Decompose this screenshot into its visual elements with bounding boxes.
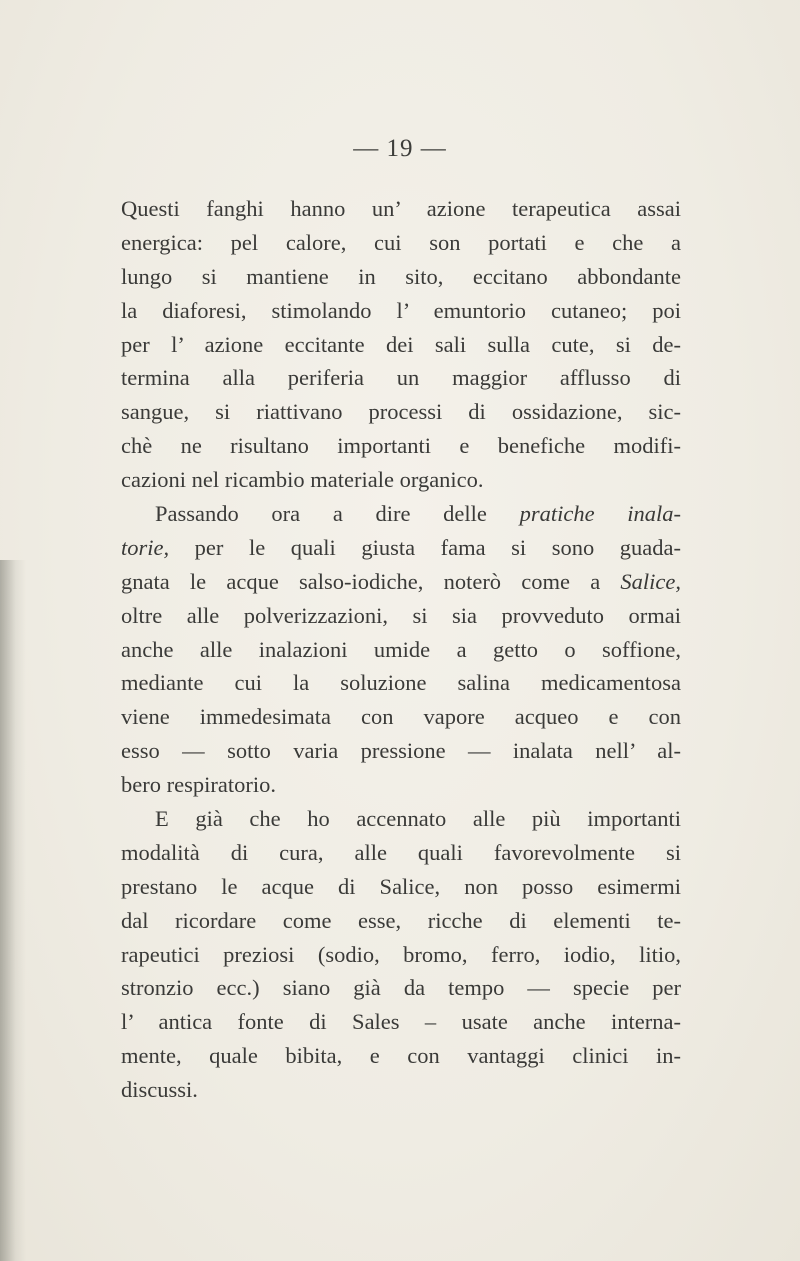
- text-line: stronzio ecc.) siano già da tempo — specie per: [121, 975, 681, 1001]
- italic-term: torie,: [121, 534, 170, 560]
- page-number: — 19 —: [353, 135, 447, 162]
- paragraph-end-line: bero respiratorio.: [121, 772, 276, 798]
- text-line: mente, quale bibita, e con vantaggi clinici in-: [121, 1043, 681, 1069]
- text-line: [121, 531, 681, 565]
- text-line: mediante cui la soluzione salina medicamentosa: [121, 670, 681, 696]
- text-line: energica: pel calore, cui son portati e che a: [121, 229, 681, 255]
- text-line: per l’ azione eccitante dei sali sulla cute, si de-: [121, 331, 681, 357]
- text-line: oltre alle polverizzazioni, si sia provveduto ormai: [121, 602, 681, 628]
- text-line: lungo si mantiene in sito, eccitano abbondante: [121, 263, 681, 289]
- text-line: [121, 497, 681, 531]
- text-run: Passando ora a dire delle: [155, 501, 520, 527]
- text-line: [121, 565, 681, 599]
- italic-term: Salice,: [620, 568, 681, 594]
- text-line: rapeutici preziosi (sodio, bromo, ferro, iodio, litio,: [121, 941, 681, 967]
- text-line: dal ricordare come esse, ricche di elementi te-: [121, 907, 681, 933]
- text-line: sangue, si riattivano processi di ossidazione, sic-: [121, 399, 681, 425]
- text-line: modalità di cura, alle quali favorevolmente si: [121, 839, 681, 865]
- text-line: anche alle inalazioni umide a getto o soffione,: [121, 636, 681, 662]
- paragraph-end-line: cazioni nel ricambio materiale organico.: [121, 467, 484, 493]
- italic-term: pratiche inala-: [519, 501, 682, 527]
- text-line: E già che ho accennato alle più importanti: [155, 806, 681, 832]
- text-line: la diaforesi, stimolando l’ emuntorio cutaneo; poi: [121, 297, 681, 323]
- text-line: l’ antica fonte di Sales – usate anche interna-: [121, 1009, 681, 1035]
- text-run: gnata le acque salso-iodiche, noterò come a: [121, 568, 621, 594]
- text-line: termina alla periferia un maggior afflusso di: [121, 365, 681, 391]
- text-line: Questi fanghi hanno un’ azione terapeutica assai: [121, 196, 681, 221]
- binding-shadow: [0, 560, 26, 1261]
- paragraph-end-line: discussi.: [121, 1077, 198, 1103]
- text-line: viene immedesimata con vapore acqueo e con: [121, 704, 681, 730]
- body-text: [121, 192, 681, 1107]
- text-line: prestano le acque di Salice, non posso esimermi: [121, 873, 681, 899]
- text-run: per le quali giusta fama si sono guada-: [169, 534, 681, 560]
- text-line: chè ne risultano importanti e benefiche modifi-: [121, 433, 681, 459]
- text-line: esso — sotto varia pressione — inalata nell’ al-: [121, 738, 681, 764]
